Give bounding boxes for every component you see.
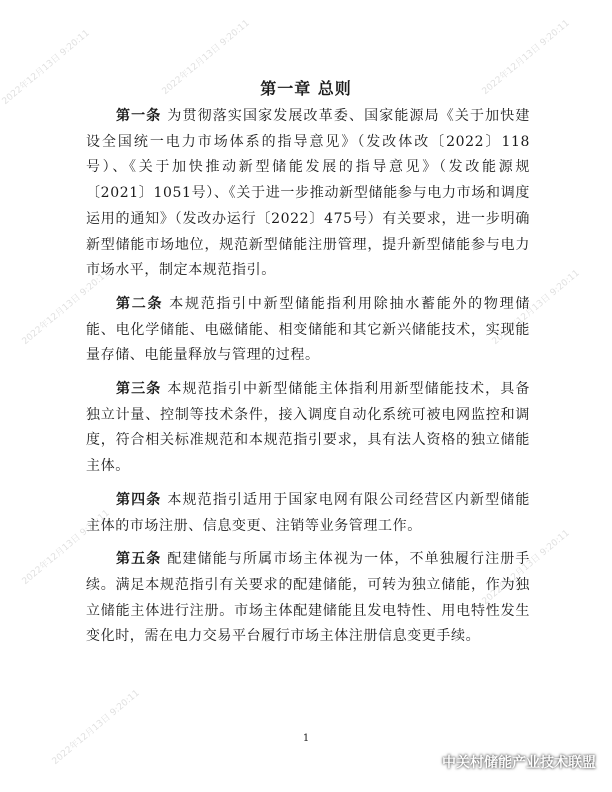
article-label: 第五条	[116, 551, 162, 568]
article-label: 第四条	[116, 491, 162, 508]
article-3	[86, 377, 530, 480]
article-text: 配建储能与所属市场主体视为一体，不单独履行注册手续。满足本规范指引有关要求的配建储能，可转为独立储能，作为独立储能主体进行注册。市场主体配建储能且发电特性、用电特性发生变化时，需在电力交易平台履行市场主体注册信息变更手续。	[86, 551, 530, 645]
wechat-account-mark	[414, 752, 596, 772]
watermark: 2022年12月13日 9:20:11	[160, 18, 252, 97]
watermark: 2022年12月13日 9:20:11	[480, 18, 572, 97]
watermark: 2022年12月13日 9:20:11	[20, 268, 112, 347]
article-text: 为贯彻落实国家发展改革委、国家能源局《关于加快建设全国统一电力市场体系的指导意见》（发改体改〔2022〕118号）、《关于加快推动新型储能发展的指导意见》（发改能源规〔2021〕1051号）、《关于进一步推动新型储能参与电力市场和调度运用的通知》（发改办运行〔2022〕475号）有关要求，进一步明确新型储能市场地位，规范新型储能注册管理，提升新型储能参与电力市场水平，制定本规范指引。	[86, 108, 530, 279]
article-text: 本规范指引适用于国家电网有限公司经营区内新型储能主体的市场注册、信息变更、注销等业务管理工作。	[86, 491, 530, 534]
watermark: 2022年12月13日 9:20:11	[0, 28, 92, 107]
account-name: 中关村储能产业技术联盟	[442, 755, 596, 771]
wechat-icon	[414, 753, 436, 771]
watermark: 2022年12月13日 9:20:11	[480, 528, 572, 607]
article-label: 第一条	[116, 108, 162, 124]
watermark: 2022年12月13日 9:20:11	[50, 688, 142, 767]
document-body	[86, 104, 530, 658]
watermark: 2022年12月13日 9:20:11	[20, 508, 112, 587]
article-text: 本规范指引中新型储能指利用除抽水蓄能外的物理储能、电化学储能、电磁储能、相变储能和其它新兴储能技术，实现能量存储、电能量释放与管理的过程。	[86, 295, 530, 364]
article-4	[86, 488, 530, 539]
watermark: 2022年12月13日 9:20:11	[490, 268, 582, 347]
article-text: 本规范指引中新型储能主体指利用新型储能技术，具备独立计量、控制等技术条件，接入调度自动化系统可被电网监控和调度，符合相关标准规范和本规范指引要求，具有法人资格的独立储能主体。	[86, 381, 530, 475]
article-label: 第二条	[116, 295, 164, 312]
article-1	[86, 104, 530, 284]
article-5	[86, 547, 530, 650]
article-label: 第三条	[116, 381, 162, 398]
page-number: 1	[302, 733, 310, 744]
chapter-title: 第一章 总则	[260, 79, 352, 98]
article-2	[86, 292, 530, 369]
